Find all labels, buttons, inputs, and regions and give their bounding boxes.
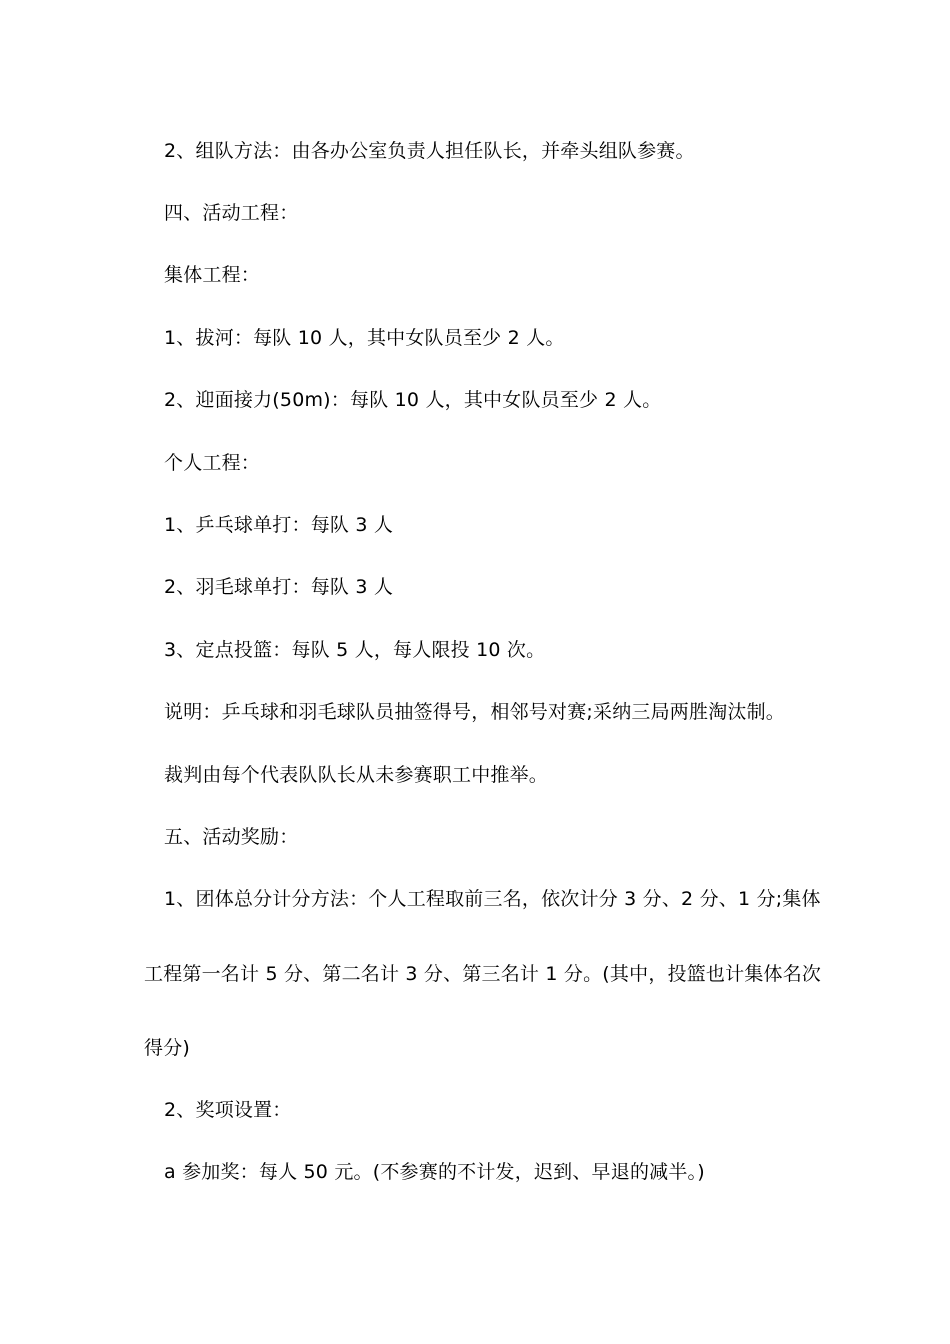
heading-awards: 五、活动奖励： [164, 826, 299, 848]
paragraph-table-tennis: 1、乒乓球单打：每队 3 人 [164, 514, 394, 536]
paragraph-scoring-line-2: 工程第一名计 5 分、第二名计 3 分、第三名计 1 分。(其中，投篮也计集体名次 [144, 963, 822, 985]
heading-activity-items: 四、活动工程： [164, 202, 299, 224]
subheading-individual-items: 个人工程： [164, 452, 261, 474]
paragraph-award-setup: 2、奖项设置： [164, 1099, 292, 1121]
subheading-group-items: 集体工程： [164, 264, 261, 286]
paragraph-shooting: 3、定点投篮：每队 5 人，每人限投 10 次。 [164, 639, 546, 661]
paragraph-scoring-line-3: 得分) [144, 1037, 191, 1059]
paragraph-relay: 2、迎面接力(50m)：每队 10 人，其中女队员至少 2 人。 [164, 389, 662, 411]
paragraph-referee: 裁判由每个代表队队长从未参赛职工中推举。 [164, 764, 549, 786]
paragraph-scoring-line-1: 1、团体总分计分方法：个人工程取前三名，依次计分 3 分、2 分、1 分;集体 [164, 888, 821, 910]
paragraph-team-method: 2、组队方法：由各办公室负责人担任队长，并牵头组队参赛。 [164, 140, 695, 162]
paragraph-badminton: 2、羽毛球单打：每队 3 人 [164, 576, 394, 598]
paragraph-participation-award: a 参加奖：每人 50 元。(不参赛的不计发，迟到、早退的减半。) [164, 1161, 705, 1183]
paragraph-tug-of-war: 1、拔河：每队 10 人，其中女队员至少 2 人。 [164, 327, 565, 349]
paragraph-note: 说明：乒乓球和羽毛球队员抽签得号，相邻号对赛;采纳三局两胜淘汰制。 [164, 701, 786, 723]
